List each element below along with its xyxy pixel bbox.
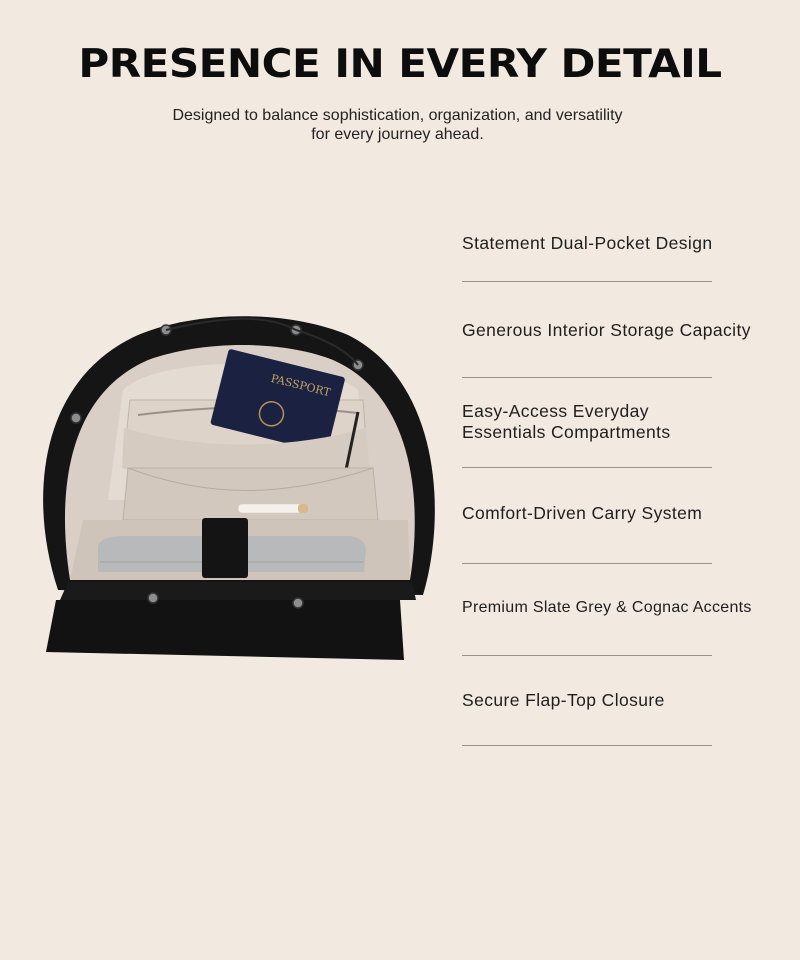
feature-divider (462, 467, 712, 468)
feature-easy-access-label-line2: Essentials Compartments (462, 422, 671, 442)
passport-label: PASSPORT (269, 371, 332, 400)
feature-accents-label: Premium Slate Grey & Cognac Accents (462, 599, 752, 616)
feature-divider (462, 563, 712, 564)
backpack-product-image (28, 300, 448, 680)
feature-closure-label: Secure Flap-Top Closure (462, 690, 665, 710)
feature-carry-system-label: Comfort-Driven Carry System (462, 503, 703, 523)
pen (238, 504, 308, 513)
page-subheadline: Designed to balance sophistication, organization, and versatility for every journey ahead. (172, 107, 623, 143)
feature-divider (462, 745, 712, 746)
feature-dual-pocket-label: Statement Dual-Pocket Design (462, 233, 713, 253)
feature-divider (462, 281, 712, 282)
elastic-strap (202, 518, 248, 578)
feature-divider (462, 377, 712, 378)
feature-divider (462, 655, 712, 656)
feature-interior-storage-label: Generous Interior Storage Capacity (462, 320, 751, 340)
bag-front-flap (46, 600, 404, 660)
page-headline: PRESENCE IN EVERY DETAIL (78, 42, 722, 87)
feature-easy-access-label-line1: Easy-Access Everyday (462, 401, 649, 421)
feature-list (460, 0, 790, 960)
